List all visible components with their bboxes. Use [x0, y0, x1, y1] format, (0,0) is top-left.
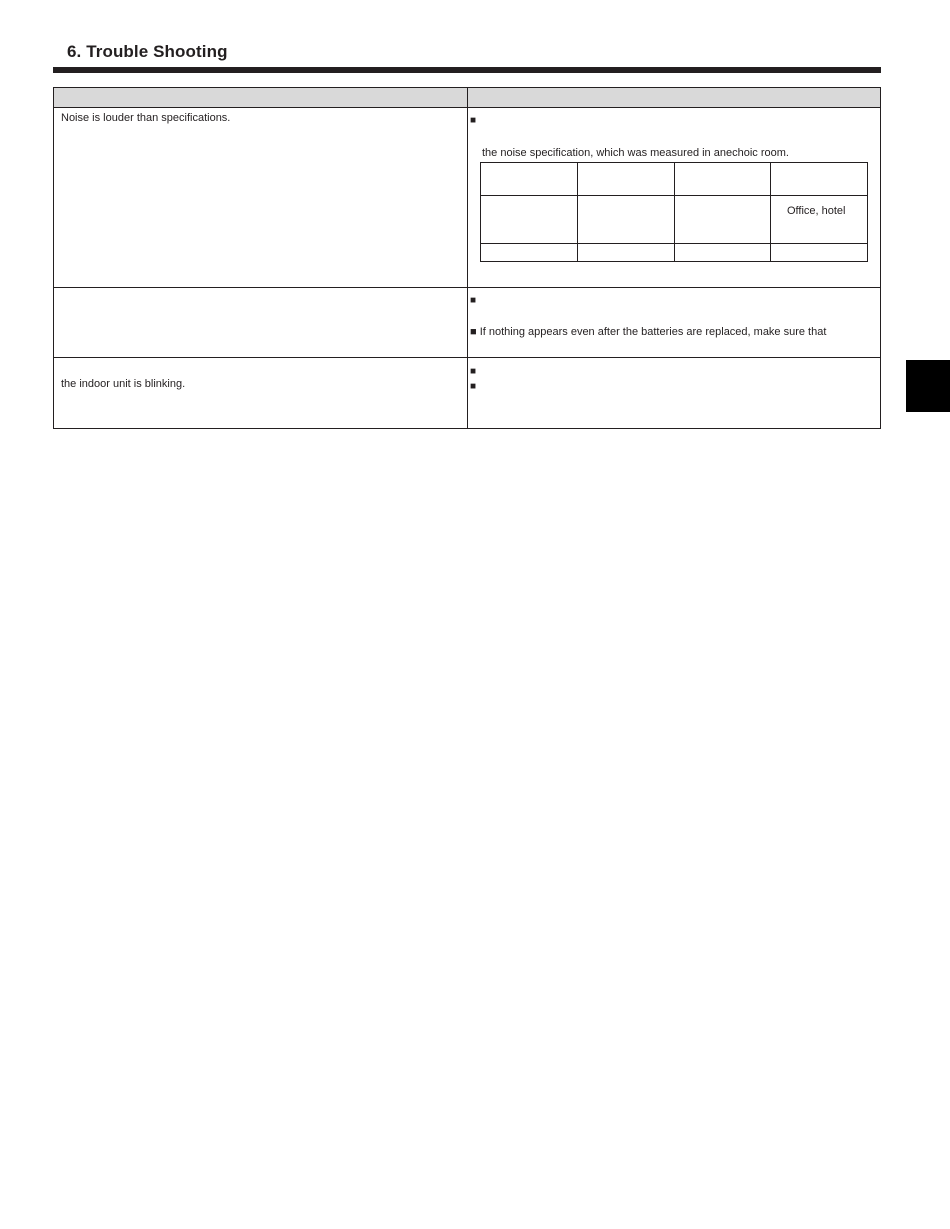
noise-cell-r2c3 [674, 195, 771, 244]
header-symptom-cell [53, 87, 468, 108]
title-rule [53, 67, 881, 73]
row-3-symptom-text: the indoor unit is blinking. [61, 378, 186, 390]
noise-cell-r2c1 [480, 195, 578, 244]
noise-cell-r3c1 [480, 243, 578, 262]
header-countermeasure-cell [467, 87, 881, 108]
section-title: 6. Trouble Shooting [67, 42, 228, 61]
noise-cell-r3c2 [577, 243, 675, 262]
row-3-countermeasure-cell [467, 357, 881, 429]
noise-cell-r1c1 [480, 162, 578, 196]
row-3-bullet-1: ■ [470, 366, 477, 377]
row-2-symptom-cell [53, 287, 468, 358]
row-3-bullet-2: ■ [470, 381, 477, 392]
row-1-symptom-text: Noise is louder than specifications. [61, 112, 231, 124]
side-tab-marker [906, 360, 950, 412]
noise-cell-r2c2 [577, 195, 675, 244]
row-3-symptom-cell [53, 357, 468, 429]
noise-cell-r1c4 [770, 162, 868, 196]
noise-table [480, 162, 868, 262]
noise-cell-r1c3 [674, 162, 771, 196]
noise-cell-office-hotel: Office, hotel [787, 205, 846, 217]
row-2-countermeasure-cell [467, 287, 881, 358]
noise-cell-r3c3 [674, 243, 771, 262]
noise-cell-r2c4 [770, 195, 868, 244]
row-1-note: the noise specification, which was measured in anechoic room. [482, 147, 789, 159]
row-2-line: ■ If nothing appears even after the batteries are replaced, make sure that [470, 326, 827, 338]
row-1-bullet: ■ [470, 115, 477, 126]
noise-cell-r3c4 [770, 243, 868, 262]
row-2-bullet: ■ [470, 295, 477, 306]
noise-cell-r1c2 [577, 162, 675, 196]
row-1-symptom-cell [53, 107, 468, 288]
